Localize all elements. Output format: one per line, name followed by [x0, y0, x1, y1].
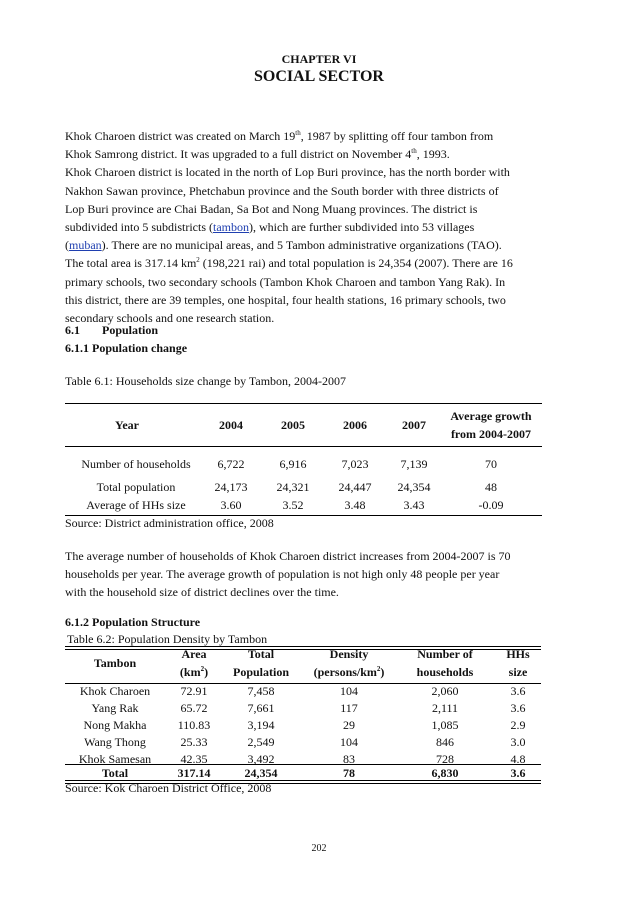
- table2-cell: 3,194: [247, 718, 275, 732]
- table1-cell: 24,173: [214, 480, 248, 494]
- table2-header-households: households: [416, 665, 474, 679]
- table2-total-cell: 317.14: [177, 766, 211, 780]
- table2-cell-tambon: Wang Thong: [84, 735, 146, 749]
- table2-cell: 846: [436, 735, 454, 749]
- table1-cell-label: Average of HHs size: [86, 498, 186, 512]
- text-line: ). There are no municipal areas, and 5 Tambon administrative organizations (TAO).: [101, 238, 502, 253]
- table2-total-cell: 24,354: [244, 766, 278, 780]
- section-heading-6-1: [65, 323, 158, 338]
- table1-caption: Table 6.1: Households size change by Tambon, 2004-2007: [65, 374, 347, 388]
- table2-caption: Table 6.2: Population Density by Tambon: [67, 632, 268, 646]
- table2-cell: 2,111: [431, 701, 459, 715]
- text-line: Nakhon Sawan province, Phetchabun province and the South border with three districts of: [65, 183, 499, 198]
- table2-cell: 110.83: [177, 718, 211, 732]
- table1-cell: 24,447: [338, 480, 372, 494]
- text-line: , 1987 by splitting off four tambon from: [300, 129, 494, 143]
- table2-total-cell: 6,830: [431, 766, 459, 780]
- table2-header-density: [302, 665, 396, 680]
- text-line: Lop Buri province are Chai Badan, Sa Bot and Nong Muang provinces. The district is: [65, 201, 478, 216]
- table2-cell: 117: [340, 701, 358, 715]
- table2-total-label: Total: [101, 766, 129, 780]
- text-line: this district, there are 39 temples, one hospital, four health stations, 16 primary schools, two: [65, 292, 506, 307]
- text-line: ), which are further subdivided into 53 villages: [249, 220, 475, 235]
- header-text: ): [380, 665, 385, 679]
- table1-cell: 3.60: [220, 498, 242, 512]
- table2-header-households: Number of: [417, 647, 473, 661]
- superscript: 2: [200, 665, 205, 673]
- table2-cell: 3.0: [510, 735, 526, 749]
- header-text: (persons/km: [313, 665, 377, 679]
- tambon-link[interactable]: tambon: [213, 220, 249, 235]
- page-number: 202: [311, 843, 327, 854]
- table2-cell: 1,085: [431, 718, 459, 732]
- text-line: with the household size of district declines over the time.: [65, 585, 339, 600]
- table2-total-cell: 78: [343, 766, 355, 780]
- table1-cell-label: Number of households: [81, 457, 191, 471]
- table2-header-area: [166, 665, 222, 680]
- table2-cell: 25.33: [180, 735, 208, 749]
- table-rule: [65, 446, 542, 447]
- table1-header-2007: 2007: [402, 418, 426, 432]
- table-rule: [65, 764, 541, 765]
- superscript: th: [411, 147, 417, 156]
- text-line: Khok Charoen district was created on March 19: [65, 129, 296, 143]
- text-line: Khok Samrong district. It was upgraded to a full district on November 4: [65, 147, 412, 162]
- table1-cell: 3.48: [344, 498, 366, 512]
- superscript: 2: [376, 665, 381, 673]
- table1-cell: 7,023: [341, 457, 369, 471]
- text-line: subdivided into 5 subdistricts (: [65, 220, 213, 235]
- table2-header-tambon: Tambon: [93, 656, 137, 670]
- table2-cell: 3,492: [247, 752, 275, 766]
- table1-cell: 3.52: [282, 498, 304, 512]
- header-text: (km: [179, 665, 201, 679]
- text-line: The total area is 317.14 km: [65, 256, 197, 271]
- table1-cell: 24,321: [276, 480, 310, 494]
- text-line: , 1993.: [416, 147, 450, 162]
- table2-cell: 4.8: [510, 752, 526, 766]
- table2-cell: 104: [340, 684, 358, 698]
- superscript: th: [295, 129, 301, 137]
- table1-cell: 48: [485, 480, 497, 494]
- table2-cell: 42.35: [180, 752, 208, 766]
- table1-cell-label: Total population: [96, 480, 176, 494]
- table1-cell: 3.43: [403, 498, 425, 512]
- table2-header-hhs-size: size: [508, 665, 528, 679]
- intro-paragraph: [65, 127, 561, 327]
- header-text: ): [204, 665, 209, 679]
- chapter-label: CHAPTER VI: [281, 52, 357, 66]
- table2-cell: 2,060: [431, 684, 459, 698]
- table1-cell: 6,916: [279, 457, 307, 471]
- section-heading-6-1-1: 6.1.1 Population change: [65, 341, 188, 355]
- table2-cell-tambon: Nong Makha: [83, 718, 147, 732]
- text-line: Khok Charoen district is located in the north of Lop Buri province, has the north border with: [65, 165, 510, 180]
- table2-header-population: Population: [232, 665, 289, 679]
- table2-cell-tambon: Yang Rak: [91, 701, 139, 715]
- text-line: households per year. The average growth of population is not high only 48 people per year: [65, 567, 500, 582]
- table2-header-density: Density: [329, 647, 369, 661]
- table1-header-avg: from 2004-2007: [450, 427, 532, 441]
- table1-header-2006: 2006: [343, 418, 367, 432]
- table2-cell: 3.6: [510, 684, 526, 698]
- table2-cell: 7,661: [247, 701, 275, 715]
- growth-paragraph: [65, 547, 561, 602]
- table2-cell-tambon: Khok Samesan: [78, 752, 152, 766]
- text-line: secondary schools and one research station.: [65, 311, 275, 326]
- table1-header-year: Year: [115, 418, 139, 432]
- table2-header-hhs-size: HHs: [506, 647, 530, 661]
- table1-cell: 70: [485, 457, 497, 471]
- table2-cell: 728: [436, 752, 454, 766]
- section-label: Population: [102, 323, 159, 337]
- table2-cell: 7,458: [247, 684, 275, 698]
- table1-header-2005: 2005: [281, 418, 305, 432]
- table1-cell: -0.09: [478, 498, 504, 512]
- table2-header-population: Total: [247, 647, 275, 661]
- text-line: (: [65, 238, 69, 253]
- table2-cell: 29: [343, 718, 355, 732]
- table1-header-2004: 2004: [219, 418, 243, 432]
- table1-header-avg: Average growth: [450, 409, 532, 423]
- table1-cell: 7,139: [400, 457, 428, 471]
- table2-header-area: Area: [181, 647, 207, 661]
- chapter-title: SOCIAL SECTOR: [254, 68, 384, 85]
- table2-cell: 65.72: [180, 701, 208, 715]
- text-line: (198,221 rai) and total population is 24,354 (2007). There are 16: [199, 256, 513, 271]
- table2-cell: 2,549: [247, 735, 275, 749]
- table2-source: Source: Kok Charoen District Office, 2008: [65, 781, 272, 795]
- table2-cell: 72.91: [180, 684, 208, 698]
- table1-cell: 24,354: [397, 480, 431, 494]
- table2-cell: 2.9: [510, 718, 526, 732]
- table2-cell-tambon: Khok Charoen: [79, 684, 151, 698]
- text-line: The average number of households of Khok Charoen district increases from 2004-2007 is 70: [65, 549, 511, 563]
- muban-link[interactable]: muban: [69, 238, 102, 253]
- section-heading-6-1-2: 6.1.2 Population Structure: [65, 615, 201, 629]
- text-line: primary schools, two secondary schools (Tambon Khok Charoen and tambon Yang Rak). In: [65, 274, 506, 289]
- table-rule: [65, 403, 542, 404]
- table2-cell: 83: [343, 752, 355, 766]
- superscript: 2: [196, 256, 200, 265]
- table2-cell: 104: [340, 735, 358, 749]
- table1-cell: 6,722: [217, 457, 245, 471]
- table2-total-cell: 3.6: [510, 766, 526, 780]
- table2-cell: 3.6: [510, 701, 526, 715]
- table1-source: Source: District administration office, 2008: [65, 516, 274, 530]
- section-number: 6.1: [65, 323, 80, 337]
